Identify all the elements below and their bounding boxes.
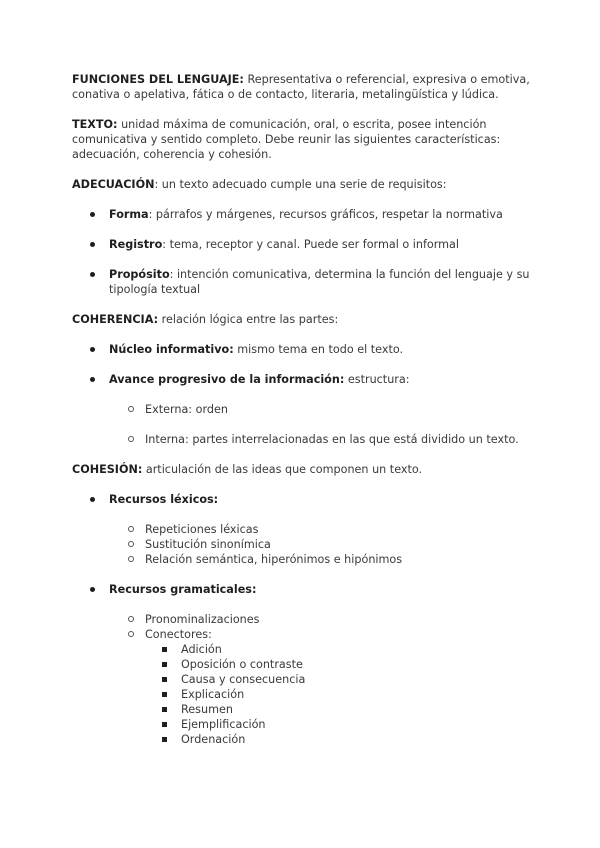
text-cohesion: articulación de las ideas que componen un texto.	[142, 463, 423, 476]
text-nucleo: mismo tema en todo el texto.	[233, 343, 404, 356]
text-forma: : párrafos y márgenes, recursos gráficos, respetar la normativa	[148, 208, 503, 221]
list-item-nucleo	[72, 342, 532, 357]
conector-item: Ejemplificación	[72, 717, 532, 732]
conector-item: Ordenación	[72, 732, 532, 747]
term-coherencia: COHERENCIA:	[72, 313, 159, 326]
conector-item: Explicación	[72, 687, 532, 702]
list-item-avance	[72, 372, 532, 387]
paragraph-adecuacion	[72, 177, 532, 192]
conector-item: Adición	[72, 642, 532, 657]
text-coherencia: relación lógica entre las partes:	[158, 313, 339, 326]
term-proposito: Propósito	[109, 268, 170, 281]
sublist-item: Relación semántica, hiperónimos e hipónimos	[72, 552, 532, 567]
term-registro: Registro	[109, 238, 163, 251]
term-recursos-gramaticales: Recursos gramaticales:	[109, 583, 257, 596]
list-item-recursos-lexicos	[72, 492, 532, 507]
text-texto: unidad máxima de comunicación, oral, o escrita, posee intención comunicativa y sentido completo. Debe reunir las siguientes características: adecuación, coherencia y cohesión.	[72, 118, 501, 161]
list-item-proposito	[72, 267, 532, 297]
term-recursos-lexicos: Recursos léxicos:	[109, 493, 219, 506]
term-nucleo: Núcleo informativo:	[109, 343, 234, 356]
text-avance: estructura:	[344, 373, 410, 386]
term-texto: TEXTO:	[72, 118, 118, 131]
sublist-item: Pronominalizaciones	[72, 612, 532, 627]
list-item-forma	[72, 207, 532, 222]
paragraph-funciones	[72, 72, 532, 102]
text-adecuacion: : un texto adecuado cumple una serie de requisitos:	[154, 178, 447, 191]
paragraph-coherencia	[72, 312, 532, 327]
sublist-item-externa: Externa: orden	[72, 402, 532, 417]
term-cohesion: COHESIÓN:	[72, 463, 143, 476]
term-funciones: FUNCIONES DEL LENGUAJE:	[72, 73, 244, 86]
term-forma: Forma	[109, 208, 149, 221]
conector-item: Oposición o contraste	[72, 657, 532, 672]
paragraph-cohesion	[72, 462, 532, 477]
list-item-registro	[72, 237, 532, 252]
sublist-item: Conectores:	[72, 627, 532, 642]
conector-item: Resumen	[72, 702, 532, 717]
sublist-item: Repeticiones léxicas	[72, 522, 532, 537]
document-content	[72, 72, 532, 747]
list-item-recursos-gramaticales	[72, 582, 532, 597]
term-avance: Avance progresivo de la información:	[109, 373, 345, 386]
sublist-item-interna: Interna: partes interrelacionadas en las que está dividido un texto.	[72, 432, 532, 447]
paragraph-texto	[72, 117, 532, 162]
text-funciones: Representativa o referencial, expresiva o emotiva, conativa o apelativa, fática o de contacto, literaria, metalingüística y lúdica.	[72, 73, 530, 101]
sublist-item: Sustitución sinonímica	[72, 537, 532, 552]
text-proposito: : intención comunicativa, determina la función del lenguaje y su tipología textual	[109, 268, 530, 296]
conector-item: Causa y consecuencia	[72, 672, 532, 687]
text-registro: : tema, receptor y canal. Puede ser formal o informal	[162, 238, 460, 251]
term-adecuacion: ADECUACIÓN	[72, 178, 155, 191]
